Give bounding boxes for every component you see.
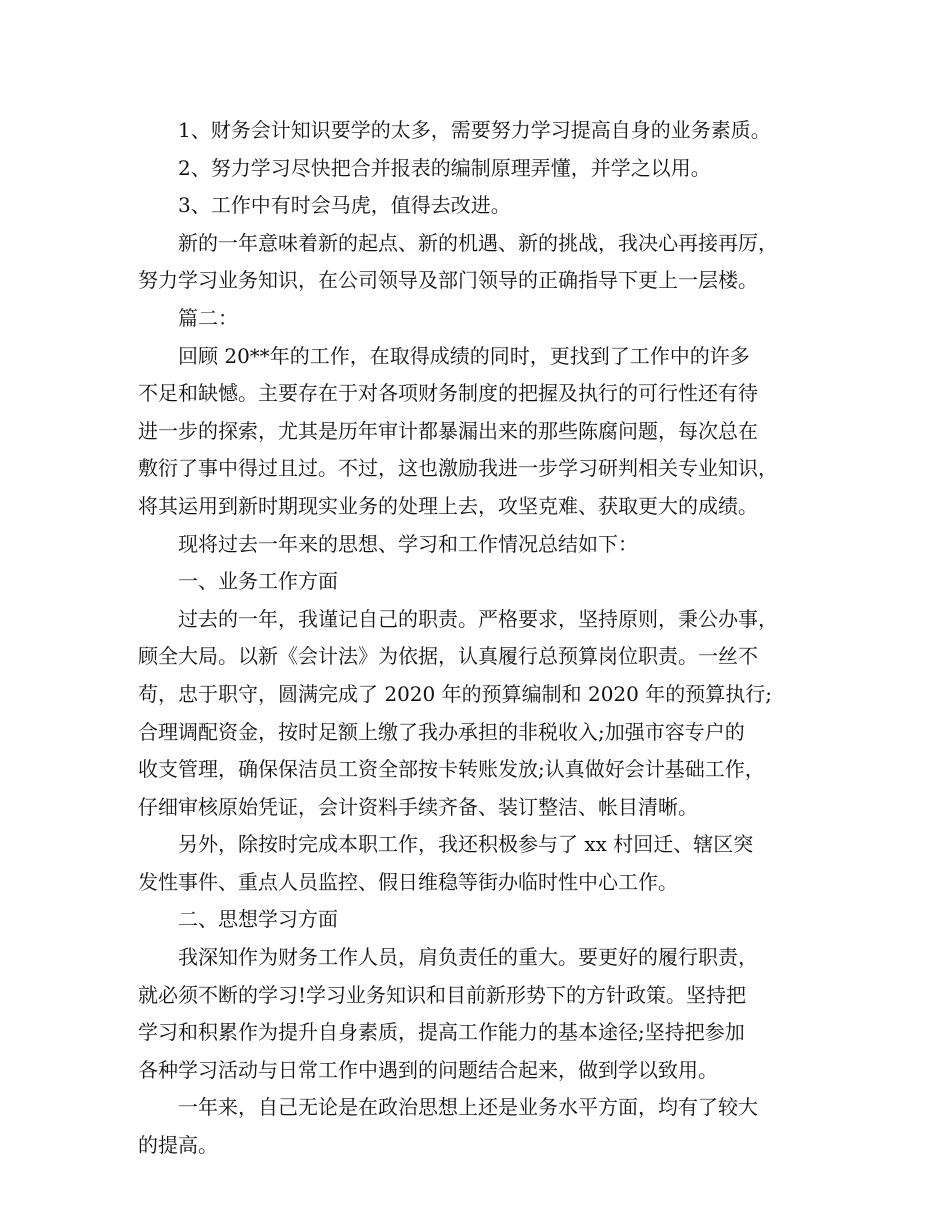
text-line: 顾全大局。以新《会计法》为依据，认真履行总预算岗位职责。一丝不 xyxy=(138,644,758,669)
text-line: 苟，忠于职守，圆满完成了 2020 年的预算编制和 2020 年的预算执行; xyxy=(138,681,772,706)
text-line: 学习和积累作为提升自身素质，提高工作能力的基本途径;坚持把参加 xyxy=(138,1020,745,1045)
text-line: 仔细审核原始凭证，会计资料手续齐备、装订整洁、帐目清晰。 xyxy=(138,794,698,819)
paragraph-2 xyxy=(138,150,828,188)
paragraph-business-work xyxy=(138,601,828,827)
text-line: 不足和缺憾。主要存在于对各项财务制度的把握及执行的可行性还有待 xyxy=(138,381,758,406)
paragraph-review xyxy=(138,338,828,526)
paragraph-4 xyxy=(138,225,828,300)
text-line: 过去的一年，我谨记自己的职责。严格要求，坚持原则，秉公办事， xyxy=(178,606,778,631)
paragraph-3 xyxy=(138,187,828,225)
text-line: 新的一年意味着新的起点、新的机遇、新的挑战，我决心再接再厉， xyxy=(178,230,778,255)
text-line: 的提高。 xyxy=(138,1133,218,1158)
text-line: 努力学习业务知识，在公司领导及部门领导的正确指导下更上一层楼。 xyxy=(138,268,758,293)
text-line: 另外，除按时完成本职工作，我还积极参与了 xx 村回迁、辖区突 xyxy=(178,832,754,857)
text-line: 合理调配资金，按时足额上缴了我办承担的非税收入;加强市容专户的 xyxy=(138,719,745,744)
section-heading-study xyxy=(138,901,828,939)
text-line: 进一步的探索，尤其是历年审计都暴漏出来的那些陈腐问题，每次总在 xyxy=(138,418,758,443)
text-line: 1、财务会计知识要学的太多，需要努力学习提高自身的业务素质。 xyxy=(178,118,771,142)
section-heading-business xyxy=(138,563,828,601)
paragraph-1 xyxy=(138,112,828,150)
text-line: 发性事件、重点人员监控、假日维稳等街办临时性中心工作。 xyxy=(138,869,678,894)
text-line: 2、努力学习尽快把合并报表的编制原理弄懂，并学之以用。 xyxy=(178,155,711,180)
text-line: 一年来，自己无论是在政治思想上还是业务水平方面，均有了较大 xyxy=(178,1095,758,1120)
text-line: 一、业务工作方面 xyxy=(178,569,338,594)
text-line: 各种学习活动与日常工作中遇到的问题结合起来，做到学以致用。 xyxy=(138,1057,718,1082)
document-page xyxy=(138,112,828,1165)
text-line: 收支管理，确保保洁员工资全部按卡转账发放;认真做好会计基础工作， xyxy=(138,757,765,782)
text-line: 二、思想学习方面 xyxy=(178,907,338,932)
paragraph-additional-work xyxy=(138,826,828,901)
text-line: 将其运用到新时期现实业务的处理上去，攻坚克难、获取更大的成绩。 xyxy=(138,493,758,518)
section-heading-part-two xyxy=(138,300,828,338)
paragraph-study xyxy=(138,939,828,1089)
text-line: 回顾 20**年的工作，在取得成绩的同时，更找到了工作中的许多 xyxy=(178,343,750,368)
paragraph-summary-intro xyxy=(138,526,828,564)
text-line: 敷衍了事中得过且过。不过，这也激励我进一步学习研判相关专业知识， xyxy=(138,456,778,481)
text-line: 我深知作为财务工作人员，肩负责任的重大。要更好的履行职责， xyxy=(178,945,758,970)
text-line: 就必须不断的学习!学习业务知识和目前新形势下的方针政策。坚持把 xyxy=(138,982,747,1007)
paragraph-conclusion xyxy=(138,1089,828,1164)
text-line: 3、工作中有时会马虎，值得去改进。 xyxy=(178,193,511,218)
text-line: 篇二： xyxy=(178,305,238,330)
text-line: 现将过去一年来的思想、学习和工作情况总结如下： xyxy=(178,531,638,556)
